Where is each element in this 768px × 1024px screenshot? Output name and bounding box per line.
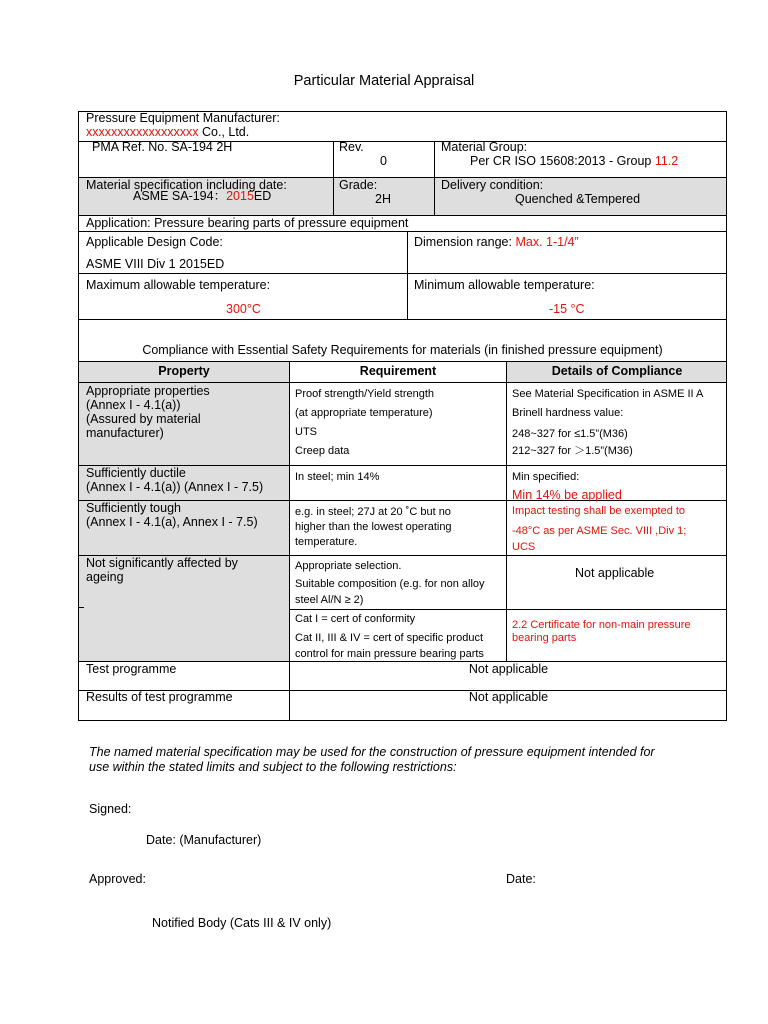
r6-value: Not applicable (468, 662, 549, 676)
rev-value: 0 (380, 154, 387, 168)
delivery-label: Delivery condition: (441, 178, 544, 192)
r3-requirement: e.g. in steel; 27J at 20 ˚C but no higher than the lowest operating temperature. (295, 506, 452, 548)
r5-details: 2.2 Certificate for non-main pressure bearing parts (512, 619, 691, 644)
r2-requirement: In steel; min 14% (295, 471, 380, 483)
dimension-range: Dimension range: Max. 1-1/4” (414, 235, 579, 249)
compliance-heading: Compliance with Essential Safety Requirements for materials (in finished pressure equipment) (142, 343, 663, 357)
r7-value: Not applicable (468, 690, 549, 704)
details-header: Details of Compliance (551, 364, 683, 378)
application: Application: Pressure bearing parts of pressure equipment (86, 216, 409, 230)
manufacturer-label: Pressure Equipment Manufacturer: (86, 111, 280, 125)
material-group-label: Material Group: (441, 140, 528, 154)
material-group-value: Per CR ISO 15608:2013 - Group 11.2 (470, 154, 679, 168)
r3-details: Impact testing shall be exempted to -48°C as per ASME Sec. VIII ,Div 1; UCS (512, 505, 687, 553)
delivery-value: Quenched &Tempered (515, 192, 641, 206)
rev-label: Rev. (339, 140, 364, 154)
max-temp-label: Maximum allowable temperature: (86, 278, 271, 292)
restriction-statement: The named material specification may be used for the construction of pressure equipment intended for use within the stated limits and subject to the following restrictions: (89, 745, 655, 774)
r6-property: Test programme (86, 662, 177, 676)
r4-details: Not applicable (575, 566, 655, 580)
requirement-header: Requirement (359, 364, 437, 378)
max-temp-value: 300°C (226, 302, 261, 316)
grade-value: 2H (375, 192, 391, 206)
r4-property: Not significantly affected by ageing (86, 556, 238, 584)
date-label: Date: (506, 872, 536, 886)
r7-property: Results of test programme (86, 690, 233, 704)
manufacturer-name: xxxxxxxxxxxxxxxxxx Co., Ltd. (86, 125, 250, 139)
material-spec-value: ASME SA-194：2015ED (133, 189, 272, 203)
design-code-label: Applicable Design Code: (86, 235, 223, 249)
pma-ref: PMA Ref. No. SA-194 2H (92, 140, 233, 154)
r4-requirement: Appropriate selection. Suitable composition (e.g. for non alloy steel Al/N ≥ 2) (295, 560, 485, 606)
r1-details: See Material Specification in ASME II A Brinell hardness value: 248~327 for ≤1.5”(M36) 212~327 for ＞1.5”(M36) (512, 388, 704, 457)
notified-body: Notified Body (Cats III & IV only) (152, 916, 332, 930)
r2-details-value: Min 14% be applied (512, 488, 622, 502)
design-code-value: ASME VIII Div 1 2015ED (86, 257, 225, 271)
signed-label: Signed: (89, 802, 132, 816)
material-spec-label: Material specification including date: (86, 178, 287, 192)
r5-requirement: Cat I = cert of conformity Cat II, III & IV = cert of specific product control for main pressure bearing parts (295, 613, 484, 660)
page-title: Particular Material Appraisal (293, 73, 475, 89)
r2-details-label: Min specified: (512, 471, 580, 483)
r3-property: Sufficiently tough (Annex I - 4.1(a), Annex I - 7.5) (86, 501, 258, 529)
r1-property: Appropriate properties (Annex I - 4.1(a)) (Assured by material manufacturer) (86, 384, 210, 440)
r2-property: Sufficiently ductile (Annex I - 4.1(a)) (Annex I - 7.5) (86, 466, 264, 494)
r1-requirement: Proof strength/Yield strength (at appropriate temperature) UTS Creep data (295, 388, 435, 457)
date-manufacturer: Date: (Manufacturer) (146, 833, 262, 847)
grade-label: Grade: (339, 178, 378, 192)
approved-label: Approved: (89, 872, 146, 886)
min-temp-value: -15 °C (549, 302, 585, 316)
min-temp-label: Minimum allowable temperature: (414, 278, 595, 292)
property-header: Property (158, 364, 210, 378)
